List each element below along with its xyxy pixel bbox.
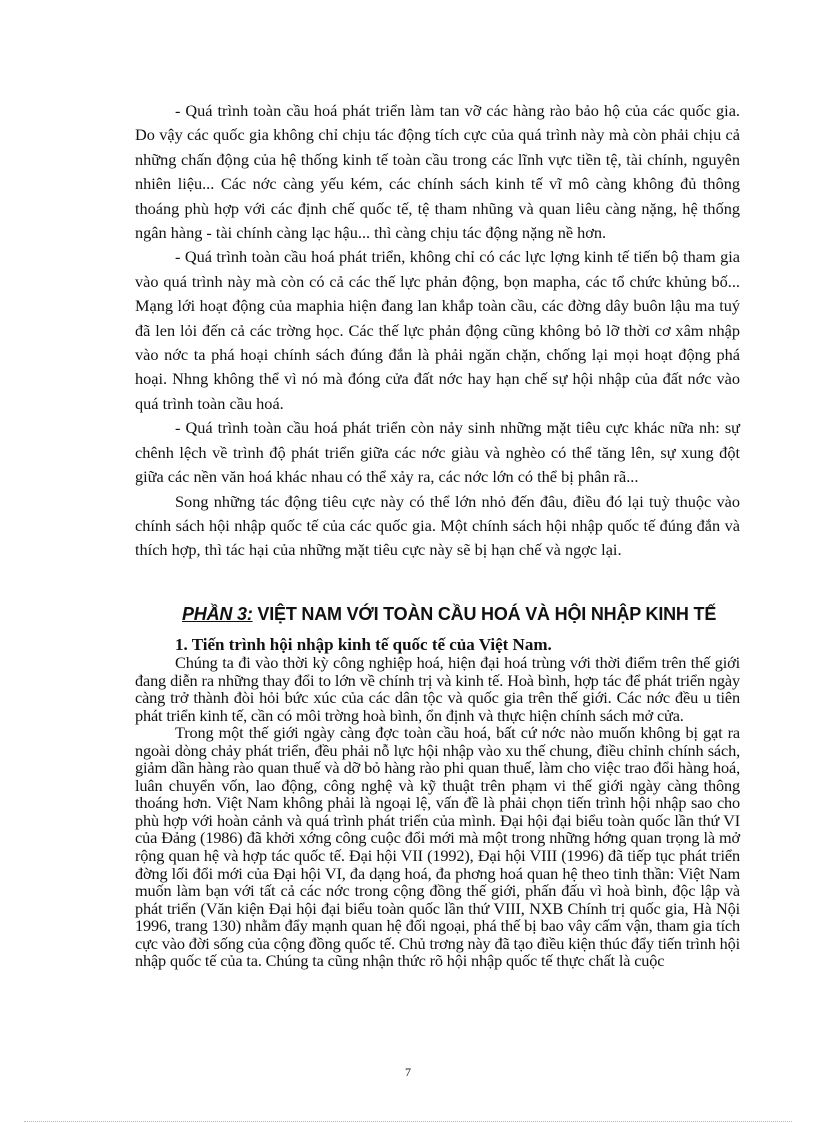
page-divider bbox=[24, 1121, 792, 1122]
paragraph: Song những tác động tiêu cực này có thể lớn nhỏ đến đâu, điều đó lại tuỳ thuộc vào chính sách hội nhập quốc tế của các quốc gia. Một chính sách hội nhập quốc tế đúng đắn và thích hợp, thì tác hại của những mặt tiêu cực này sẽ bị hạn chế và ngợc lại. bbox=[135, 491, 740, 560]
paragraph: - Quá trình toàn cầu hoá phát triển làm tan vỡ các hàng rào bảo hộ của các quốc gia. Do vậy các quốc gia không chỉ chịu tác động tích cực của quá trình này mà còn phải chịu cả những chấn động của hệ thống kinh tế toàn cầu trong các lĩnh vực tiền tệ, tài chính, nguyên nhiên liệu... Các nớc càng yếu kém, các chính sách kinh tế vĩ mô càng không đủ thông thoáng phù hợp với các định chế quốc tế, tệ tham nhũng và quan liêu càng nặng, hệ thống ngân hàng - tài chính càng lạc hậu... thì càng chịu tác động nặng nề hơn. bbox=[135, 101, 740, 243]
subsection-heading: 1. Tiến trình hội nhập kinh tế quốc tế của Việt Nam. bbox=[175, 635, 552, 654]
paragraph: Chúng ta đi vào thời kỳ công nghiệp hoá, hiện đại hoá trùng với thời điểm trên thế giới đang diễn ra những thay đổi to lớn về chính trị và kinh tế. Hoà bình, hợp tác để phát triển ngày càng trở thành đòi hỏi bức xúc của các dân tộc và quốc gia trên thế giới. Các nớc đều u tiên phát triển kinh tế, cần có môi trờng hoà bình, ổn định và thực hiện chính sách mở cửa. bbox=[135, 653, 740, 725]
section-heading-lead: PHẦN 3: bbox=[182, 604, 253, 624]
page-number: 7 bbox=[405, 1065, 411, 1079]
section-heading bbox=[182, 601, 742, 627]
section-heading-title: VIỆT NAM VỚI TOÀN CẦU HOÁ VÀ HỘI NHẬP KINH TẾ bbox=[252, 604, 717, 624]
body-text-block-2 bbox=[135, 654, 740, 970]
paragraph: - Quá trình toàn cầu hoá phát triển còn nảy sinh những mặt tiêu cực khác nữa nh: sự chênh lệch về trình độ phát triển giữa các nớc giàu và nghèo có thể tăng lên, sự xung đột giữa các nền văn hoá khác nhau có thể xảy ra, các nớc lớn có thể bị phân rã... bbox=[135, 418, 740, 487]
paragraph: - Quá trình toàn cầu hoá phát triển, không chỉ có các lực lợng kinh tế tiến bộ tham gia vào quá trình này mà còn có cả các thế lực phản động, bọn mapha, các tổ chức khủng bố... Mạng lới hoạt động của maphia hiện đang lan khắp toàn cầu, các đờng dây buôn lậu ma tuý đã len lỏi đến cả các trờng học. Các thế lực phản động cũng không bỏ lỡ thời cơ xâm nhập vào nớc ta phá hoại chính sách đúng đắn là phải ngăn chặn, chống lại mọi hoạt động phá hoại. Nhng không thể vì nó mà đóng cửa đất nớc hay hạn chế sự hội nhập của đất nớc vào quá trình toàn cầu hoá. bbox=[135, 247, 740, 413]
paragraph: Trong một thế giới ngày càng đợc toàn cầu hoá, bất cứ nớc nào muốn không bị gạt ra ngoài dòng chảy phát triển, đều phải nỗ lực hội nhập vào xu thế chung, điều chỉnh chính sách, giảm dần hàng rào quan thuế và dỡ bỏ hàng rào phi quan thuế, làm cho việc trao đổi hàng hoá, luân chuyển vốn, lao động, công nghệ và kỹ thuật trên phạm vi thế giới ngày càng thông thoáng hơn. Việt Nam không phải là ngoại lệ, vấn đề là phải chọn tiến trình hội nhập sao cho phù hợp với hoàn cảnh và quá trình phát triển của mình. Đại hội đại biểu toàn quốc lần thứ VI của Đảng (1986) đã khởi xớng công cuộc đổi mới mà một trong những hớng quan trọng là mở rộng quan hệ và hợp tác quốc tế. Đại hội VII (1992), Đại hội VIII (1996) đã tiếp tục phát triển đờng lối đổi mới của Đại hội VI, đa dạng hoá, đa phơng hoá quan hệ theo tinh thần: Việt Nam muốn làm bạn với tất cả các nớc trong cộng đồng thế giới, phấn đấu vì hoà bình, độc lập và phát triển (Văn kiện Đại hội đại biểu toàn quốc lần thứ VIII, NXB Chính trị quốc gia, Hà Nội 1996, trang 130) nhằm đẩy mạnh quan hệ đối ngoại, phá thế bị bao vây cấm vận, tham gia tích cực vào đời sống của cộng đồng quốc tế. Chủ trơng này đã tạo điều kiện thúc đẩy tiến trình hội nhập quốc tế của ta. Chúng ta cũng nhận thức rõ hội nhập quốc tế thực chất là cuộc bbox=[135, 723, 740, 971]
body-text-block-1 bbox=[135, 99, 740, 563]
